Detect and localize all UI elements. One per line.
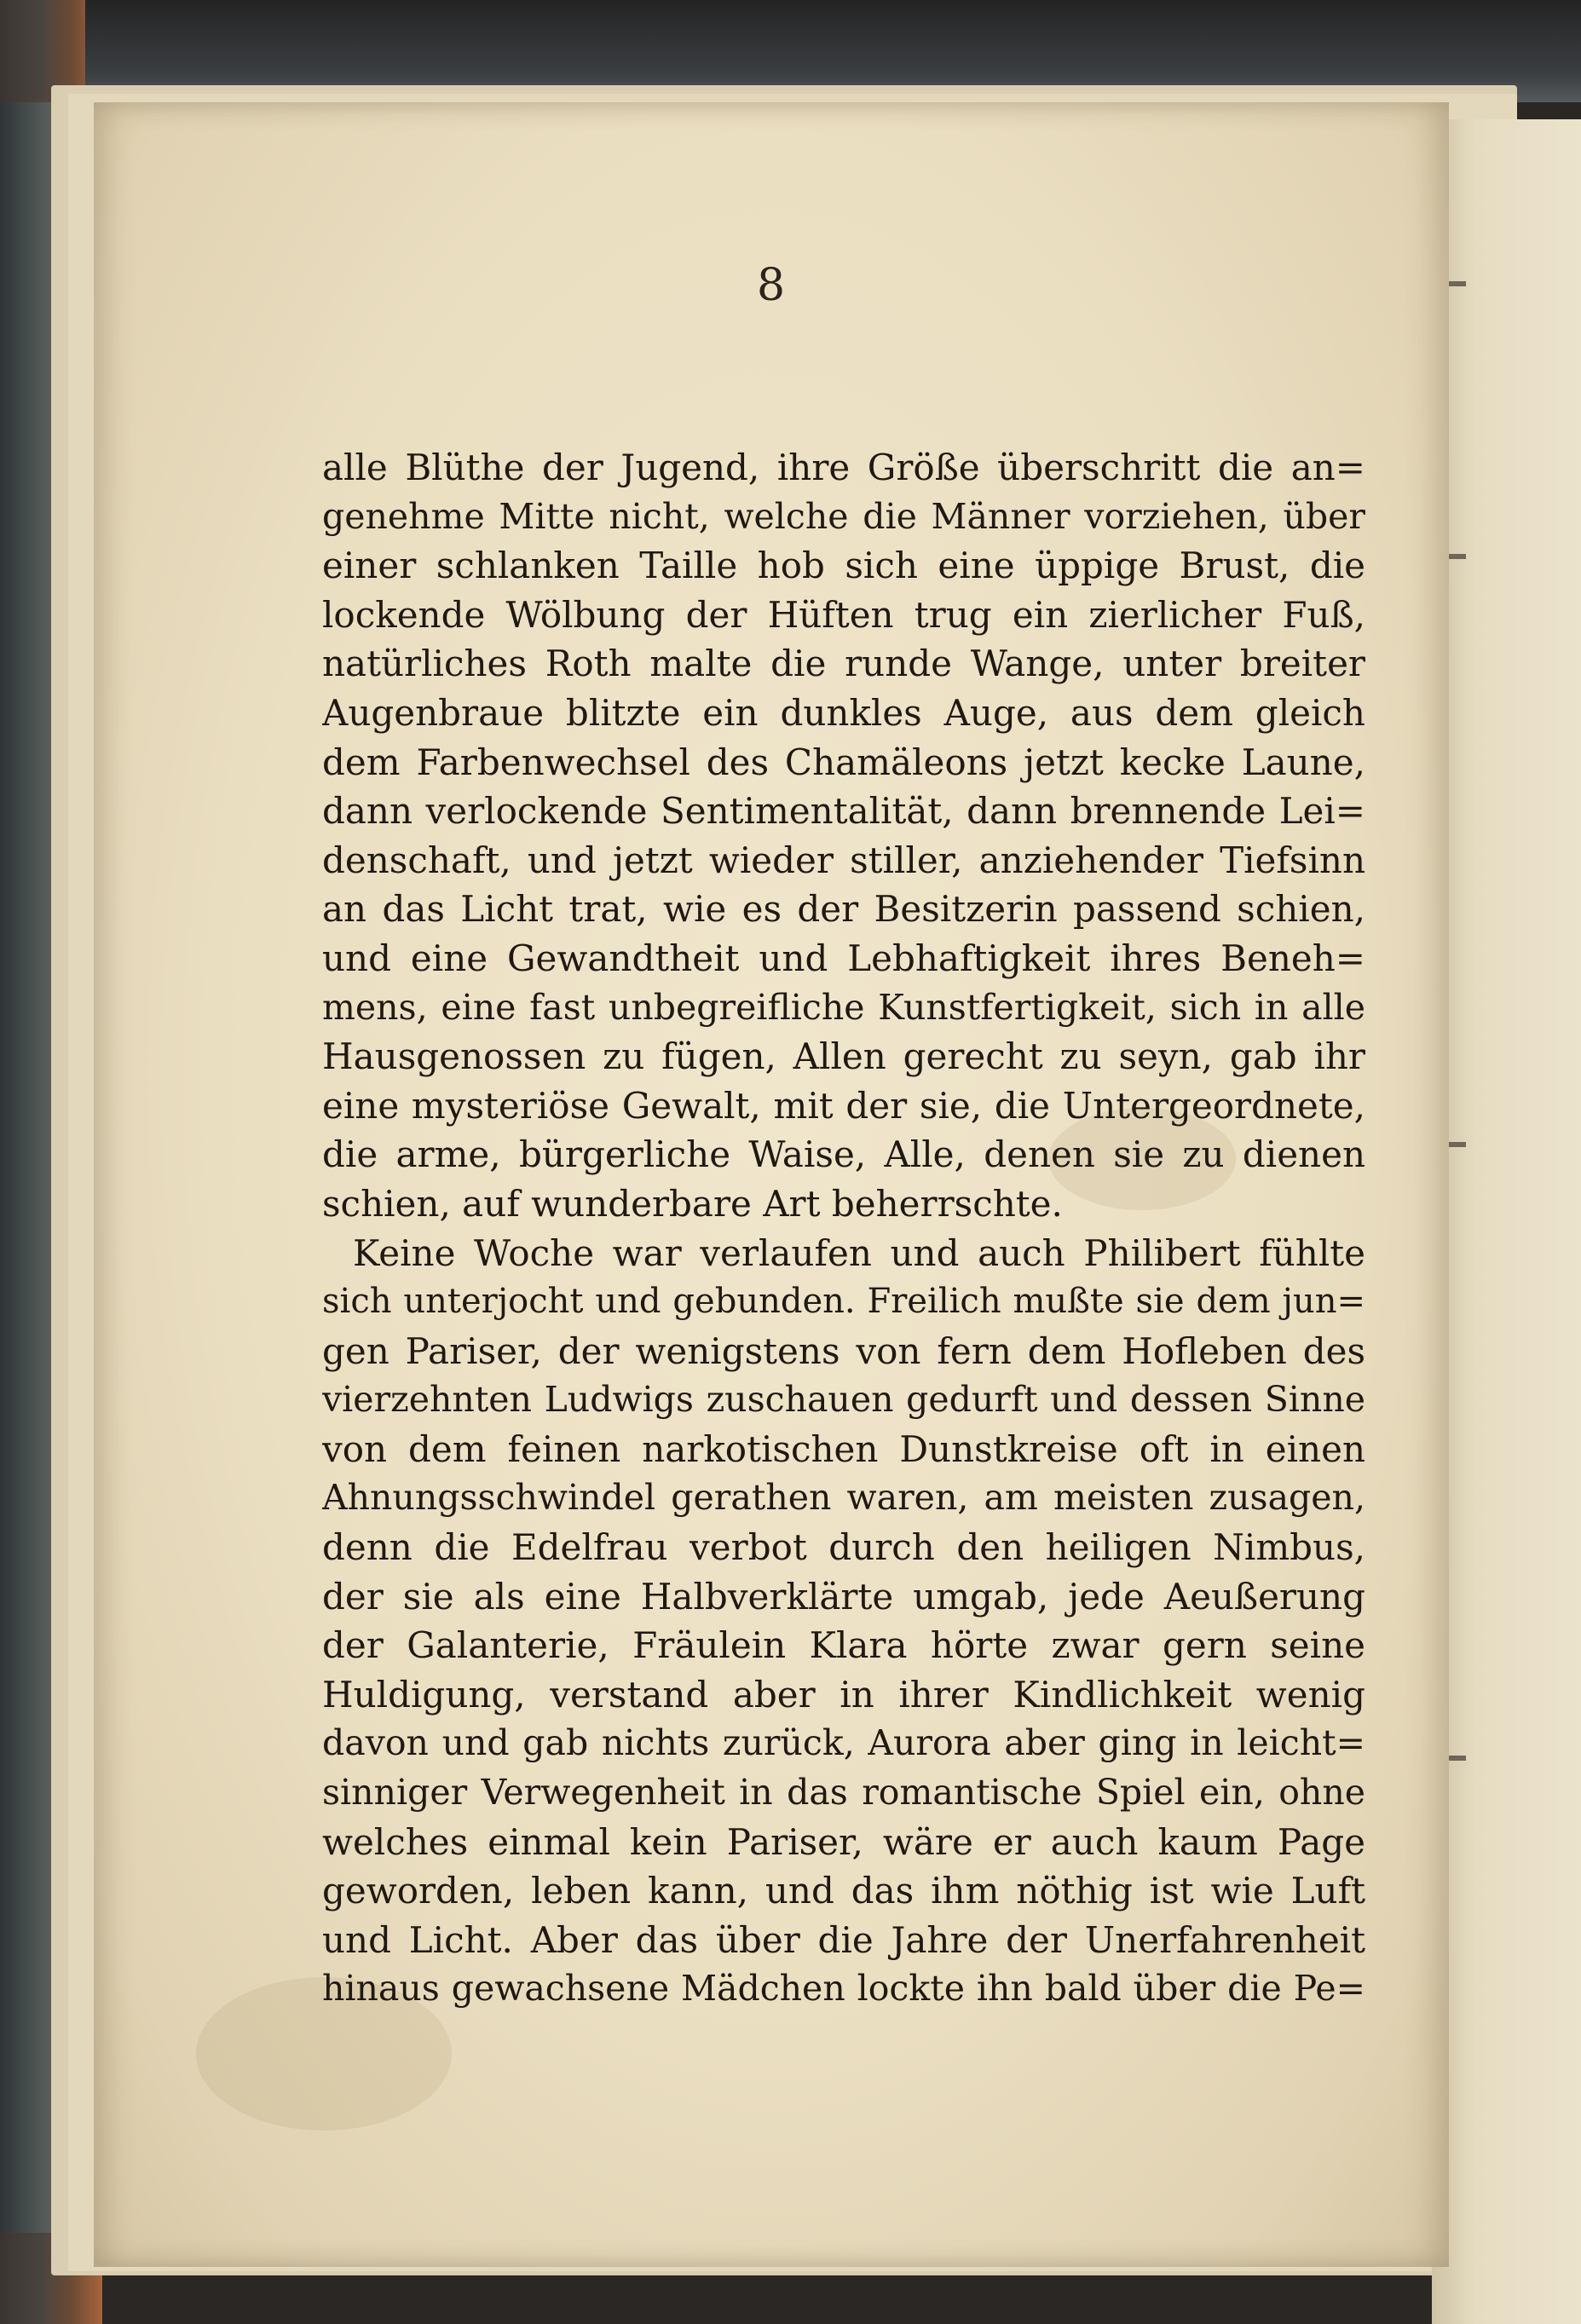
- text-line: davon und gab nichts zurück, Aurora aber ging in leicht=: [322, 1722, 1365, 1764]
- book-page: [94, 102, 1449, 2267]
- text-line: einer schlanken Taille hob sich eine üppige Brust, die: [322, 545, 1365, 587]
- text-line: von dem feinen narkotischen Dunstkreise oft in einen: [322, 1427, 1365, 1470]
- text-line: sinniger Verwegenheit in das romantische Spiel ein, ohne: [322, 1772, 1365, 1814]
- text-line: der sie als eine Halbverklärte umgab, jede Aeußerung: [322, 1575, 1365, 1618]
- facing-page: [1432, 119, 1581, 2324]
- text-line: denn die Edelfrau verbot durch den heiligen Nimbus,: [322, 1526, 1365, 1569]
- book-spine-strip: [0, 102, 51, 2233]
- text-line: Ahnungsschwindel gerathen waren, am meisten zusagen,: [322, 1477, 1365, 1519]
- text-line: natürliches Roth malte die runde Wange, unter breiter: [322, 643, 1365, 685]
- text-line: lockende Wölbung der Hüften trug ein zierlicher Fuß,: [322, 593, 1365, 636]
- body-text: [322, 443, 1365, 2014]
- text-line: dem Farbenwechsel des Chamäleons jetzt kecke Laune,: [322, 741, 1365, 783]
- text-line: und Licht. Aber das über die Jahre der Unerfahrenheit: [322, 1918, 1365, 1961]
- text-line: und eine Gewandtheit und Lebhaftigkeit ihres Beneh=: [322, 937, 1365, 979]
- text-line: gen Pariser, der wenigstens von fern dem Hofleben des: [322, 1329, 1365, 1372]
- text-line: mens, eine fast unbegreifliche Kunstfertigkeit, sich in alle: [322, 986, 1365, 1028]
- text-line: Hausgenossen zu fügen, Allen gerecht zu seyn, gab ihr: [322, 1035, 1365, 1078]
- text-line: vierzehnten Ludwigs zuschauen gedurft und dessen Sinne: [322, 1379, 1365, 1421]
- text-line: welches einmal kein Pariser, wäre er auch kaum Page: [322, 1820, 1365, 1863]
- text-line: eine mysteriöse Gewalt, mit der sie, die Untergeordnete,: [322, 1084, 1365, 1127]
- paragraph-start-line: Keine Woche war verlaufen und auch Philibert fühlte: [353, 1231, 1365, 1274]
- text-line: Augenbraue blitzte ein dunkles Auge, aus dem gleich: [322, 691, 1365, 734]
- text-line: genehme Mitte nicht, welche die Männer vorziehen, über: [322, 495, 1365, 537]
- text-line: die arme, bürgerliche Waise, Alle, denen sie zu dienen: [322, 1133, 1365, 1176]
- text-line: denschaft, und jetzt wieder stiller, anziehender Tiefsinn: [322, 839, 1365, 881]
- text-line: hinaus gewachsene Mädchen lockte ihn bald über die Pe=: [322, 1968, 1365, 2010]
- text-line: geworden, leben kann, und das ihm nöthig ist wie Luft: [322, 1870, 1365, 1912]
- text-line: an das Licht trat, wie es der Besitzerin passend schien,: [322, 888, 1365, 931]
- text-line: der Galanterie, Fräulein Klara hörte zwar gern seine: [322, 1624, 1365, 1667]
- text-line: dann verlockende Sentimentalität, dann brennende Lei=: [322, 790, 1365, 833]
- text-line: sich unterjocht und gebunden. Freilich mußte sie dem jun=: [322, 1282, 1365, 1322]
- text-line: Huldigung, verstand aber in ihrer Kindlichkeit wenig: [322, 1673, 1365, 1716]
- paragraph-end-line: schien, auf wunderbare Art beherrschte.: [322, 1182, 1063, 1225]
- text-line: alle Blüthe der Jugend, ihre Größe überschritt die an=: [322, 447, 1365, 488]
- page-number: 8: [756, 260, 787, 311]
